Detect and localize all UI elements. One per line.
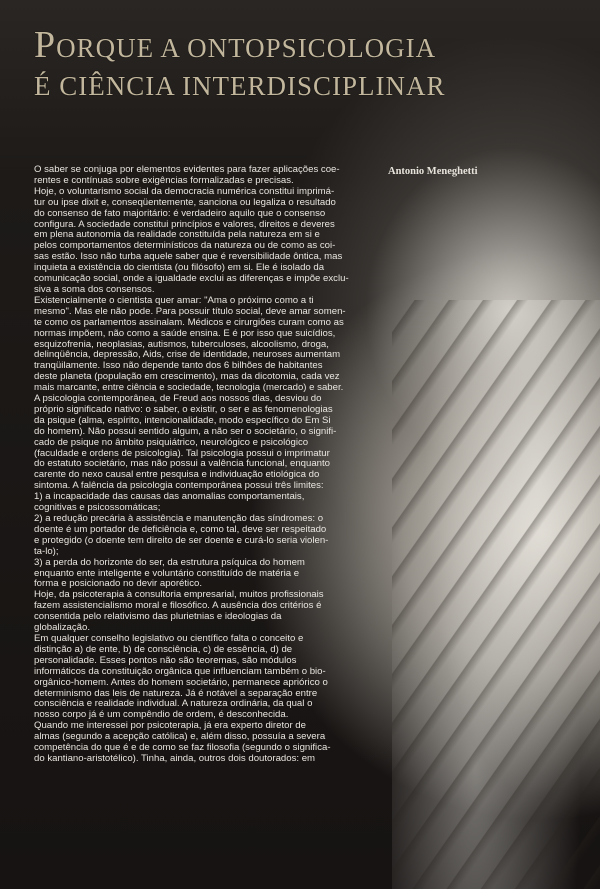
paragraph: Hoje, o voluntarismo social da democracia numérica constitui imprimá- tur ou ipse dixit e, conseqüentemente, sanciona ou legaliza o resultado do consenso de fato majoritário: é verdadeiro aquilo que o consenso configura. A sociedade constitui princípios e valores, direitos e deveres em plena autonomia da realidade constituída pela natureza em si e pelos comportamentos determinísticos da natureza ou de como as coi- sas estão. Isso não turba aquele saber que é reversibilidade ôntica, mas inquieta a existência do cientista (ou filósofo) em si. Ele é isolado da comunicação social, onde a igualdade exclui as diferenças e impõe exclu- siva a soma dos consensos.	[34, 185, 349, 295]
paragraph: 2) a redução precária à assistência e manutenção das síndromes: o doente é um portador de deficiência e, como tal, deve ser respeitado e protegido (o doente tem direito de ser doente e curá-lo seria violen- ta-lo);	[34, 513, 329, 557]
article-body	[34, 165, 380, 765]
paragraph: Quando me interessei por psicoterapia, já era experto diretor de almas (segundo a acepção católica) e, além disso, possuía a severa competência do que é e de como se faz filosofia (segundo o significa- do kantiano-aristotélico). Tinha, ainda, outros dois doutorados: em	[34, 720, 331, 764]
title-line-1	[34, 26, 574, 67]
paragraph: 1) a incapacidade das causas das anomalias comportamentais, cognitivas e psicossomáticas;	[34, 491, 305, 514]
author-name: Antonio Meneghetti	[388, 166, 478, 177]
paragraph: A psicologia contemporânea, de Freud aos nossos dias, desviou do próprio significado nativo: o saber, o existir, o ser e as fenomenologias da psique (alma, espírito, intencionalidade, modo específico do Em Si do homem). Não possui sentido algum, a não ser o societário, o signifi- cado de psique no âmbito psiquiátrico, neurológico e psicológico (faculdade e ordens de psicologia). Tal psicologia possui o imprimatur do estatuto societário, mas não possui a valência funcional, enquanto carente do nexo causal entre pesquisa e individuação etiológica do sintoma. A falência da psicologia contemporânea possui três limites:	[34, 393, 337, 492]
title-line-1-rest: ORQUE A ONTOPSICOLOGIA	[56, 33, 437, 63]
paragraph: Existencialmente o cientista quer amar: "Ama o próximo como a ti mesmo". Mas ele não pode. Para possuir título social, deve amar somen- te como os parlamentos assinalam. Médicos e cirurgiões curam como as normas impõem, não como a saúde ensina. E é por isso que suicídios, esquizofrenia, neoplasias, autismos, tuberculoses, alcoolismo, droga, delinqüência, depressão, Aids, crise de identidade, neuroses aumentam tranqüilamente. Isso não depende tanto dos 6 bilhões de habitantes deste planeta (população em crescimento), mas da dicotomia, cada vez mais marcante, entre ciência e sociedade, tecnologia (mercado) e saber.	[34, 294, 346, 394]
background-artwork	[392, 300, 600, 889]
paragraph: Hoje, da psicoterapia à consultoria empresarial, muitos profissionais fazem assistencialismo moral e filosófico. A ausência dos critérios é consentida pelo relativismo das plurietnias e ideologias da globalização.	[34, 589, 324, 634]
article-title	[34, 26, 574, 105]
paragraph: O saber se conjuga por elementos evidentes para fazer aplicações coe- rentes e contínuas sobre exigências formalizadas e precisas.	[34, 164, 340, 186]
title-line-2: É CIÊNCIA INTERDISCIPLINAR	[34, 71, 446, 101]
paragraph: 3) a perda do horizonte do ser, da estrutura psíquica do homem enquanto ente inteligente e voluntário constituído de matéria e forma e posicionado no devir aporético.	[34, 556, 305, 590]
paragraph: Em qualquer conselho legislativo ou científico falta o conceito e distinção a) de ente, b) de consciência, c) de essência, d) de personalidade. Esses pontos não são teoremas, são módulos informáticos da constituição orgânica que influenciam também o bio- orgânico-homem. Antes do homem societário, permanece apriórico o determinismo das leis de natureza. Já é notável a separação entre consciência e realidade individual. A natureza ordinária, da qual o nosso corpo já é um compêndio de ordem, é desconhecida.	[34, 632, 328, 721]
title-initial: P	[34, 24, 57, 66]
